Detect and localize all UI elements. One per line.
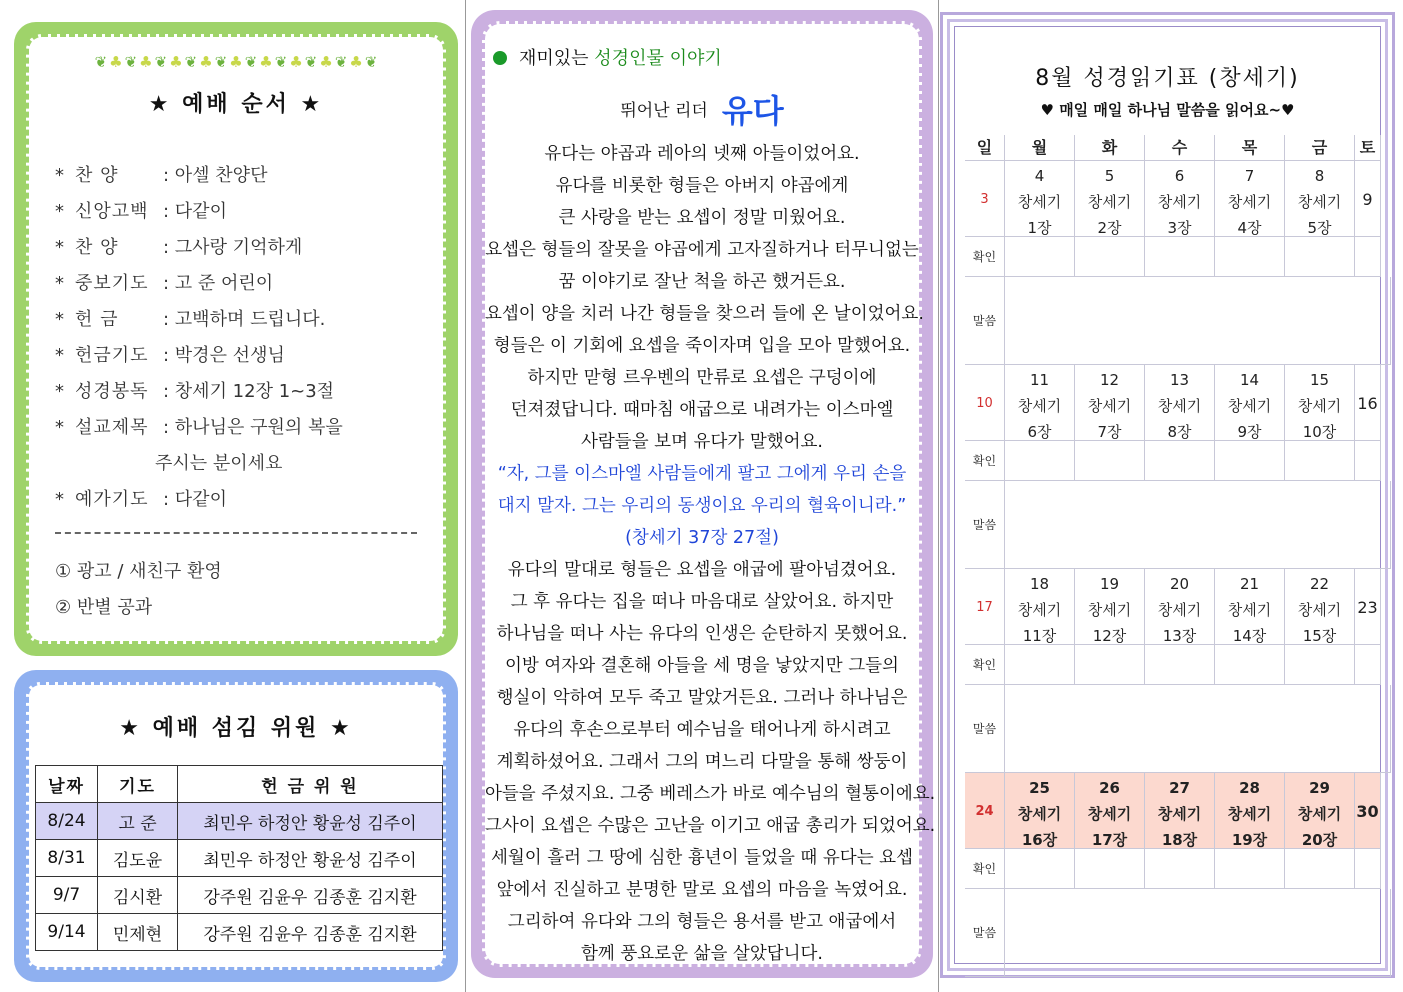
word-label: 말씀 bbox=[965, 889, 1005, 977]
book-name: 창세기 bbox=[1297, 601, 1342, 619]
book-name: 창세기 bbox=[1017, 805, 1062, 823]
sunday-date: 10 bbox=[965, 365, 1005, 441]
story-line: 세월이 흘러 그 땅에 심한 흉년이 들었을 때 유다는 요셉 bbox=[491, 848, 913, 868]
check-box-cell bbox=[1355, 849, 1381, 889]
day-number: 12 bbox=[1099, 371, 1120, 389]
story-line: 요셉이 양을 치러 나간 형들을 찾으러 들에 온 날이었어요. bbox=[485, 304, 924, 324]
chapter: 18장 bbox=[1161, 831, 1198, 849]
calendar-title: 8월 성경읽기표 (창세기) bbox=[1035, 66, 1300, 91]
book-name: 창세기 bbox=[1157, 601, 1202, 619]
staff-table bbox=[35, 765, 443, 951]
reading-day-cell bbox=[1005, 569, 1075, 645]
dashed-divider bbox=[55, 532, 417, 534]
day-number: 6 bbox=[1174, 167, 1185, 185]
check-box-cell bbox=[1145, 849, 1215, 889]
check-row bbox=[965, 441, 1391, 481]
reading-day-cell bbox=[1145, 569, 1215, 645]
word-writing-area bbox=[1005, 481, 1391, 569]
story-line: 유다의 말대로 형들은 요셉을 애굽에 팔아넘겼어요. bbox=[507, 560, 897, 580]
order-item: * 신앙고백 : 다같이 bbox=[55, 201, 227, 222]
day-number: 5 bbox=[1104, 167, 1115, 185]
reading-day-cell bbox=[1215, 161, 1285, 237]
check-box-cell bbox=[1285, 849, 1355, 889]
word-row bbox=[965, 685, 1391, 773]
staff-table-header bbox=[36, 766, 443, 803]
story-heading-highlight: 성경인물 이야기 bbox=[594, 48, 722, 69]
bullet-dot-icon bbox=[493, 51, 507, 65]
day-number: 8 bbox=[1314, 167, 1325, 185]
day-number: 7 bbox=[1244, 167, 1255, 185]
order-item: * 찬 양 : 아셀 찬양단 bbox=[55, 165, 268, 186]
check-box-cell bbox=[1005, 441, 1075, 481]
check-label: 확인 bbox=[965, 441, 1005, 481]
day-number: 29 bbox=[1309, 779, 1330, 797]
story-body bbox=[485, 138, 936, 970]
chapter: 2장 bbox=[1097, 219, 1122, 237]
check-row bbox=[965, 645, 1391, 685]
heart-icon: ♥ bbox=[1281, 101, 1295, 119]
weekday-label: 목 bbox=[1215, 135, 1285, 161]
column-divider-left bbox=[465, 0, 466, 992]
check-box-cell bbox=[1075, 849, 1145, 889]
chapter: 8장 bbox=[1167, 423, 1192, 441]
announcement-item: ① 광고 / 새친구 환영 bbox=[55, 561, 222, 582]
calendar-grid bbox=[965, 135, 1391, 977]
reading-day-cell bbox=[1145, 365, 1215, 441]
chapter: 9장 bbox=[1237, 423, 1262, 441]
chapter: 17장 bbox=[1091, 831, 1128, 849]
check-box-cell bbox=[1215, 441, 1285, 481]
reading-day-cell bbox=[1005, 161, 1075, 237]
reading-day-cell bbox=[1215, 569, 1285, 645]
story-line: (창세기 37장 27절) bbox=[625, 528, 779, 548]
reading-day-cell bbox=[1075, 569, 1145, 645]
date-cell: 8/24 bbox=[36, 803, 98, 840]
week-row bbox=[965, 161, 1391, 237]
story-line: 유다의 후손으로부터 예수님을 태어나게 하시려고 bbox=[513, 720, 891, 740]
story-line: 던져졌답니다. 때마침 애굽으로 내려가는 이스마엘 bbox=[510, 400, 894, 420]
chapter: 16장 bbox=[1021, 831, 1058, 849]
story-subtitle bbox=[485, 86, 919, 132]
weekday-label: 금 bbox=[1285, 135, 1355, 161]
story-line: 대지 말자. 그는 우리의 동생이요 우리의 혈육이니라.” bbox=[497, 496, 907, 516]
table-row bbox=[36, 914, 443, 951]
day-number: 14 bbox=[1239, 371, 1260, 389]
column-divider-right bbox=[938, 0, 939, 992]
word-row bbox=[965, 481, 1391, 569]
chapter: 13장 bbox=[1162, 627, 1197, 645]
prayer-cell: 김도윤 bbox=[98, 840, 178, 877]
check-label: 확인 bbox=[965, 645, 1005, 685]
day-number: 21 bbox=[1239, 575, 1260, 593]
word-writing-area bbox=[1005, 889, 1391, 977]
story-line: 앞에서 진실하고 분명한 말로 요셉의 마음을 녹였어요. bbox=[496, 880, 908, 900]
reading-day-cell bbox=[1215, 365, 1285, 441]
weekday-label: 화 bbox=[1075, 135, 1145, 161]
prayer-cell: 김시환 bbox=[98, 877, 178, 914]
check-box-cell bbox=[1285, 237, 1355, 277]
check-box-cell bbox=[1005, 237, 1075, 277]
reading-day-cell bbox=[1075, 773, 1145, 849]
story-line: 사람들을 보며 유다가 말했어요. bbox=[580, 432, 823, 452]
story-line: 아들을 주셨지요. 그중 베레스가 바로 예수님의 혈통이에요. bbox=[485, 784, 936, 804]
chapter: 14장 bbox=[1232, 627, 1267, 645]
chapter: 20장 bbox=[1301, 831, 1338, 849]
offering-cell: 강주원 김윤우 김종훈 김지환 bbox=[178, 914, 443, 951]
reading-day-cell bbox=[1285, 569, 1355, 645]
word-label: 말씀 bbox=[965, 481, 1005, 569]
story-line: 그 후 유다는 집을 떠나 마음대로 살았어요. 하지만 bbox=[510, 592, 894, 612]
day-number: 4 bbox=[1034, 167, 1045, 185]
week-row bbox=[965, 365, 1391, 441]
order-item-continuation: 주시는 분이세요 bbox=[155, 453, 283, 474]
table-row bbox=[36, 877, 443, 914]
week-row bbox=[965, 569, 1391, 645]
sunday-date: 3 bbox=[965, 161, 1005, 237]
story-line: 하지만 맏형 르우벤의 만류로 요셉은 구덩이에 bbox=[527, 368, 877, 388]
saturday-date: 9 bbox=[1355, 161, 1381, 237]
day-number: 18 bbox=[1029, 575, 1050, 593]
check-row bbox=[965, 849, 1391, 889]
reading-day-cell bbox=[1285, 773, 1355, 849]
bible-reading-calendar bbox=[940, 12, 1395, 978]
word-label: 말씀 bbox=[965, 277, 1005, 365]
weekday-label: 월 bbox=[1005, 135, 1075, 161]
check-box-cell bbox=[1075, 441, 1145, 481]
story-line: 요셉은 형들의 잘못을 야곱에게 고자질하거나 터무니없는 bbox=[485, 240, 919, 260]
chapter: 5장 bbox=[1307, 219, 1332, 237]
word-writing-area bbox=[1005, 685, 1391, 773]
check-box-cell bbox=[1145, 237, 1215, 277]
order-item: * 찬 양 : 그사랑 기억하게 bbox=[55, 237, 303, 258]
story-line: 행실이 악하여 모두 죽고 말았거든요. 그러나 하나님은 bbox=[496, 688, 908, 708]
day-number: 28 bbox=[1239, 779, 1260, 797]
check-box-cell bbox=[1145, 645, 1215, 685]
story-line: 계획하셨어요. 그래서 그의 며느리 다말을 통해 쌍둥이 bbox=[496, 752, 908, 772]
check-box-cell bbox=[1005, 849, 1075, 889]
reading-day-cell bbox=[1145, 773, 1215, 849]
vine-decoration: ❦ ♣ ❦ ♣ ❦ ♣ ❦ ♣ ❦ ♣ ❦ ♣ ❦ ♣ ❦ ♣ ❦ ♣ ❦ bbox=[94, 53, 378, 71]
offering-cell: 강주원 김윤우 김종훈 김지환 bbox=[178, 877, 443, 914]
order-item: * 설교제목 : 하나님은 구원의 복을 bbox=[55, 417, 343, 438]
reading-day-cell bbox=[1145, 161, 1215, 237]
offering-cell: 최민우 하정안 황윤성 김주이 bbox=[178, 840, 443, 877]
check-box-cell bbox=[1215, 645, 1285, 685]
header-offering: 헌 금 위 원 bbox=[178, 766, 443, 803]
book-name: 창세기 bbox=[1087, 397, 1132, 415]
book-name: 창세기 bbox=[1227, 193, 1272, 211]
chapter: 6장 bbox=[1027, 423, 1052, 441]
day-number: 15 bbox=[1309, 371, 1330, 389]
sunday-date: 24 bbox=[965, 773, 1005, 849]
order-item: * 헌금기도 : 박경은 선생님 bbox=[55, 345, 285, 366]
check-label: 확인 bbox=[965, 237, 1005, 277]
check-box-cell bbox=[1215, 849, 1285, 889]
reading-day-cell bbox=[1215, 773, 1285, 849]
story-subtitle-text: 뛰어난 리더 bbox=[620, 101, 708, 121]
book-name: 창세기 bbox=[1157, 193, 1202, 211]
check-row bbox=[965, 237, 1391, 277]
chapter: 11장 bbox=[1022, 627, 1057, 645]
check-box-cell bbox=[1145, 441, 1215, 481]
story-line: 하나님을 떠나 사는 유다의 인생은 순탄하지 못했어요. bbox=[496, 624, 908, 644]
order-item: * 성경봉독 : 창세기 12장 1~3절 bbox=[55, 381, 335, 402]
book-name: 창세기 bbox=[1227, 601, 1272, 619]
book-name: 창세기 bbox=[1157, 805, 1202, 823]
check-box-cell bbox=[1285, 441, 1355, 481]
reading-day-cell bbox=[1285, 161, 1355, 237]
chapter: 4장 bbox=[1237, 219, 1262, 237]
check-box-cell bbox=[1355, 441, 1381, 481]
worship-staff-title: ★ 예배 섬김 위원 ★ bbox=[119, 716, 353, 741]
book-name: 창세기 bbox=[1297, 193, 1342, 211]
story-line: 유다를 비롯한 형들은 아버지 야곱에게 bbox=[555, 176, 849, 196]
table-row bbox=[36, 803, 443, 840]
book-name: 창세기 bbox=[1017, 397, 1062, 415]
story-line: 형들은 이 기회에 요셉을 죽이자며 입을 모아 말했어요. bbox=[493, 336, 911, 356]
chapter: 10장 bbox=[1302, 423, 1337, 441]
story-line: 이방 여자와 결혼해 아들을 세 명을 낳았지만 그들의 bbox=[505, 656, 899, 676]
story-line: 함께 풍요로운 삶을 살았답니다. bbox=[580, 944, 823, 964]
story-line: “자, 그를 이스마엘 사람들에게 팔고 그에게 우리 손을 bbox=[497, 464, 907, 484]
check-box-cell bbox=[1355, 645, 1381, 685]
date-cell: 9/14 bbox=[36, 914, 98, 951]
prayer-cell: 고 준 bbox=[98, 803, 178, 840]
day-number: 19 bbox=[1099, 575, 1120, 593]
chapter: 19장 bbox=[1231, 831, 1268, 849]
header-date: 날짜 bbox=[36, 766, 98, 803]
check-box-cell bbox=[1075, 645, 1145, 685]
date-cell: 9/7 bbox=[36, 877, 98, 914]
reading-day-cell bbox=[1005, 773, 1075, 849]
reading-day-cell bbox=[1075, 161, 1145, 237]
day-number: 26 bbox=[1099, 779, 1120, 797]
bible-story-panel bbox=[471, 10, 936, 978]
saturday-date: 23 bbox=[1355, 569, 1381, 645]
header-prayer: 기도 bbox=[98, 766, 178, 803]
week-row bbox=[965, 773, 1391, 849]
order-item: * 헌 금 : 고백하며 드립니다. bbox=[55, 309, 326, 330]
chapter: 1장 bbox=[1027, 219, 1052, 237]
check-box-cell bbox=[1075, 237, 1145, 277]
date-cell: 8/31 bbox=[36, 840, 98, 877]
day-number: 11 bbox=[1029, 371, 1050, 389]
day-number: 13 bbox=[1169, 371, 1190, 389]
check-label: 확인 bbox=[965, 849, 1005, 889]
weekday-label: 수 bbox=[1145, 135, 1215, 161]
book-name: 창세기 bbox=[1227, 805, 1272, 823]
story-line: 유다는 야곱과 레아의 넷째 아들이었어요. bbox=[544, 144, 860, 164]
saturday-date: 30 bbox=[1355, 773, 1381, 849]
reading-day-cell bbox=[1005, 365, 1075, 441]
book-name: 창세기 bbox=[1017, 193, 1062, 211]
check-box-cell bbox=[1285, 645, 1355, 685]
word-row bbox=[965, 277, 1391, 365]
story-heading-prefix: 재미있는 bbox=[519, 48, 589, 69]
check-box-cell bbox=[1005, 645, 1075, 685]
check-box-cell bbox=[1215, 237, 1285, 277]
worship-order-panel bbox=[14, 22, 458, 656]
book-name: 창세기 bbox=[1017, 601, 1062, 619]
order-item: * 예가기도 : 다같이 bbox=[55, 489, 227, 510]
order-item: * 중보기도 : 고 준 어린이 bbox=[55, 273, 274, 294]
book-name: 창세기 bbox=[1157, 397, 1202, 415]
worship-order-title: ★ 예배 순서 ★ bbox=[148, 92, 324, 117]
story-line: 그리하여 유다와 그의 형들은 용서를 받고 애굽에서 bbox=[507, 912, 897, 932]
reading-day-cell bbox=[1075, 365, 1145, 441]
weekday-header-row bbox=[965, 135, 1391, 161]
book-name: 창세기 bbox=[1087, 805, 1132, 823]
book-name: 창세기 bbox=[1087, 193, 1132, 211]
day-number: 25 bbox=[1029, 779, 1050, 797]
word-writing-area bbox=[1005, 277, 1391, 365]
chapter: 7장 bbox=[1097, 423, 1122, 441]
prayer-cell: 민제현 bbox=[98, 914, 178, 951]
book-name: 창세기 bbox=[1087, 601, 1132, 619]
calendar-subtitle-text: 매일 매일 하나님 말씀을 읽어요~ bbox=[1059, 101, 1282, 119]
day-number: 27 bbox=[1169, 779, 1190, 797]
announcement-list bbox=[55, 554, 417, 626]
story-character-name: 유다 bbox=[721, 92, 784, 130]
announcement-item: ② 반별 공과 bbox=[55, 597, 153, 618]
worship-staff-panel bbox=[14, 670, 458, 982]
book-name: 창세기 bbox=[1297, 397, 1342, 415]
story-heading bbox=[493, 44, 722, 70]
chapter: 12장 bbox=[1092, 627, 1127, 645]
reading-day-cell bbox=[1285, 365, 1355, 441]
sunday-date: 17 bbox=[965, 569, 1005, 645]
story-line: 큰 사랑을 받는 요셉이 정말 미웠어요. bbox=[558, 208, 846, 228]
book-name: 창세기 bbox=[1227, 397, 1272, 415]
book-name: 창세기 bbox=[1297, 805, 1342, 823]
story-line: 꿈 이야기로 잘난 척을 하곤 했거든요. bbox=[558, 272, 846, 292]
table-row bbox=[36, 840, 443, 877]
worship-order-list bbox=[55, 158, 417, 518]
saturday-date: 16 bbox=[1355, 365, 1381, 441]
day-number: 20 bbox=[1169, 575, 1190, 593]
weekday-label: 토 bbox=[1355, 135, 1381, 161]
calendar-subtitle bbox=[955, 99, 1380, 120]
word-label: 말씀 bbox=[965, 685, 1005, 773]
chapter: 3장 bbox=[1167, 219, 1192, 237]
word-row bbox=[965, 889, 1391, 977]
chapter: 15장 bbox=[1302, 627, 1337, 645]
weekday-label: 일 bbox=[965, 135, 1005, 161]
story-line: 그사이 요셉은 수많은 고난을 이기고 애굽 총리가 되었어요. bbox=[485, 816, 936, 836]
offering-cell: 최민우 하정안 황윤성 김주이 bbox=[178, 803, 443, 840]
check-box-cell bbox=[1355, 237, 1381, 277]
heart-icon: ♥ bbox=[1040, 101, 1054, 119]
day-number: 22 bbox=[1309, 575, 1330, 593]
